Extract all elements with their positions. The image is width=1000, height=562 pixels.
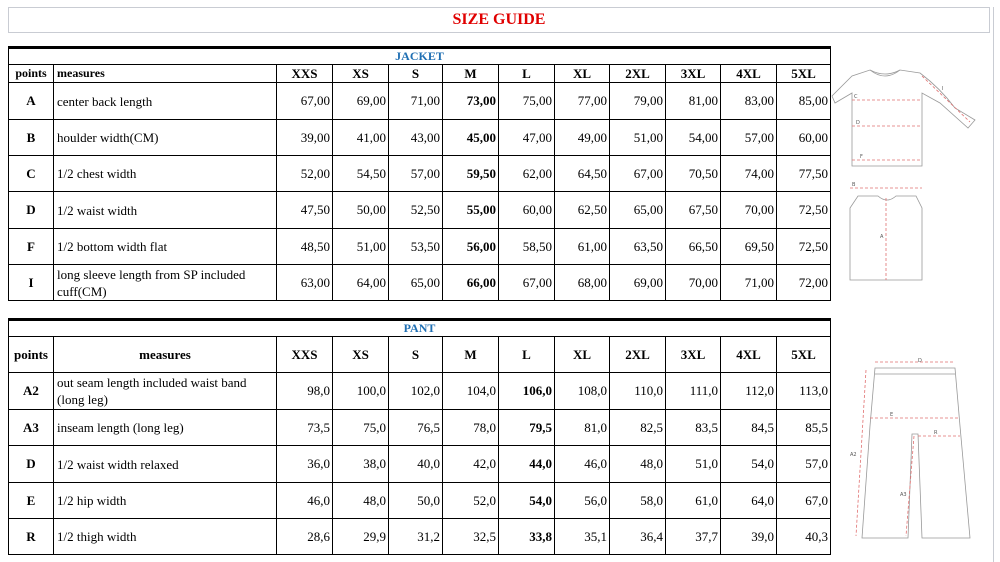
value-cell-xxs: 46,0	[277, 483, 333, 519]
value-cell-5xl: 60,00	[777, 120, 831, 156]
value-cell-5xl: 77,50	[777, 156, 831, 192]
value-cell-5xl: 67,0	[777, 483, 831, 519]
value-cell-m: 66,00	[443, 265, 499, 301]
measure-label: center back length	[54, 83, 277, 120]
value-cell-s: 102,0	[389, 373, 443, 410]
value-cell-m: 55,00	[443, 192, 499, 229]
frame-border	[993, 7, 994, 562]
jacket-measurement-diagram	[830, 48, 990, 308]
value-cell-3xl: 51,0	[666, 446, 721, 483]
size-header-xl: XL	[555, 337, 610, 373]
value-cell-xs: 48,0	[333, 483, 389, 519]
point-label: D	[9, 446, 54, 483]
size-header-xxs: XXS	[277, 337, 333, 373]
value-cell-xs: 51,00	[333, 229, 389, 265]
table-row	[9, 83, 831, 120]
table-row	[9, 519, 831, 555]
diagram-label-c: C	[854, 94, 858, 100]
value-cell-l: 79,5	[499, 410, 555, 446]
value-cell-4xl: 83,00	[721, 83, 777, 120]
value-cell-xxs: 98,0	[277, 373, 333, 410]
size-header-xs: XS	[333, 337, 389, 373]
value-cell-xs: 29,9	[333, 519, 389, 555]
value-cell-3xl: 37,7	[666, 519, 721, 555]
value-cell-m: 42,0	[443, 446, 499, 483]
value-cell-3xl: 54,00	[666, 120, 721, 156]
measures-header: measures	[54, 337, 277, 373]
page-title: SIZE GUIDE	[8, 7, 990, 33]
table-row	[9, 483, 831, 519]
size-header-3xl: 3XL	[666, 337, 721, 373]
value-cell-xl: 77,00	[555, 83, 610, 120]
value-cell-xl: 46,0	[555, 446, 610, 483]
point-label: A	[9, 83, 54, 120]
value-cell-m: 73,00	[443, 83, 499, 120]
measure-label: inseam length (long leg)	[54, 410, 277, 446]
value-cell-5xl: 57,0	[777, 446, 831, 483]
measure-label: 1/2 thigh width	[54, 519, 277, 555]
value-cell-xxs: 73,5	[277, 410, 333, 446]
value-cell-4xl: 39,0	[721, 519, 777, 555]
value-cell-xs: 38,0	[333, 446, 389, 483]
point-label: F	[9, 229, 54, 265]
value-cell-2xl: 67,00	[610, 156, 666, 192]
value-cell-xl: 61,00	[555, 229, 610, 265]
value-cell-4xl: 57,00	[721, 120, 777, 156]
size-header-l: L	[499, 65, 555, 83]
value-cell-m: 104,0	[443, 373, 499, 410]
value-cell-s: 50,0	[389, 483, 443, 519]
value-cell-4xl: 54,0	[721, 446, 777, 483]
value-cell-s: 31,2	[389, 519, 443, 555]
size-header-5xl: 5XL	[777, 337, 831, 373]
value-cell-l: 67,00	[499, 265, 555, 301]
value-cell-3xl: 70,00	[666, 265, 721, 301]
value-cell-m: 59,50	[443, 156, 499, 192]
pant-measurement-diagram	[830, 356, 990, 556]
jacket-section-title: JACKET	[9, 48, 831, 65]
value-cell-s: 65,00	[389, 265, 443, 301]
value-cell-2xl: 110,0	[610, 373, 666, 410]
value-cell-4xl: 71,00	[721, 265, 777, 301]
value-cell-xs: 54,50	[333, 156, 389, 192]
value-cell-3xl: 67,50	[666, 192, 721, 229]
value-cell-5xl: 85,00	[777, 83, 831, 120]
value-cell-xl: 81,0	[555, 410, 610, 446]
value-cell-2xl: 48,0	[610, 446, 666, 483]
value-cell-xxs: 36,0	[277, 446, 333, 483]
size-header-l: L	[499, 337, 555, 373]
measure-label: long sleeve length from SP included cuff(CM)	[54, 265, 277, 301]
size-header-s: S	[389, 65, 443, 83]
value-cell-xs: 100,0	[333, 373, 389, 410]
value-cell-3xl: 61,0	[666, 483, 721, 519]
size-header-2xl: 2XL	[610, 337, 666, 373]
value-cell-m: 32,5	[443, 519, 499, 555]
point-label: R	[9, 519, 54, 555]
value-cell-s: 53,50	[389, 229, 443, 265]
value-cell-xxs: 52,00	[277, 156, 333, 192]
table-row	[9, 192, 831, 229]
value-cell-m: 52,0	[443, 483, 499, 519]
value-cell-xxs: 47,50	[277, 192, 333, 229]
measure-label: 1/2 chest width	[54, 156, 277, 192]
size-header-2xl: 2XL	[610, 65, 666, 83]
value-cell-2xl: 58,0	[610, 483, 666, 519]
point-label: E	[9, 483, 54, 519]
value-cell-xxs: 63,00	[277, 265, 333, 301]
point-label: C	[9, 156, 54, 192]
size-header-xs: XS	[333, 65, 389, 83]
diagram-label-a3: A3	[900, 492, 907, 498]
diagram-label-a2: A2	[850, 452, 857, 458]
value-cell-2xl: 79,00	[610, 83, 666, 120]
value-cell-m: 56,00	[443, 229, 499, 265]
diagram-label-r: R	[934, 430, 938, 436]
pant-size-table	[8, 318, 831, 555]
value-cell-l: 54,0	[499, 483, 555, 519]
value-cell-xs: 50,00	[333, 192, 389, 229]
value-cell-xl: 108,0	[555, 373, 610, 410]
value-cell-5xl: 72,00	[777, 265, 831, 301]
measures-header: measures	[54, 65, 277, 83]
value-cell-5xl: 40,3	[777, 519, 831, 555]
table-row	[9, 265, 831, 301]
value-cell-l: 62,00	[499, 156, 555, 192]
diagram-label-e: E	[890, 412, 894, 418]
value-cell-xs: 64,00	[333, 265, 389, 301]
value-cell-5xl: 85,5	[777, 410, 831, 446]
size-header-m: M	[443, 65, 499, 83]
size-header-3xl: 3XL	[666, 65, 721, 83]
value-cell-3xl: 70,50	[666, 156, 721, 192]
value-cell-l: 33,8	[499, 519, 555, 555]
value-cell-4xl: 64,0	[721, 483, 777, 519]
value-cell-l: 60,00	[499, 192, 555, 229]
size-header-s: S	[389, 337, 443, 373]
value-cell-xxs: 67,00	[277, 83, 333, 120]
value-cell-5xl: 72,50	[777, 229, 831, 265]
value-cell-l: 106,0	[499, 373, 555, 410]
value-cell-3xl: 81,00	[666, 83, 721, 120]
value-cell-s: 40,0	[389, 446, 443, 483]
pant-section-title: PANT	[9, 320, 831, 337]
size-header-5xl: 5XL	[777, 65, 831, 83]
diagram-label-f: F	[860, 154, 863, 160]
value-cell-4xl: 74,00	[721, 156, 777, 192]
value-cell-xl: 68,00	[555, 265, 610, 301]
value-cell-l: 75,00	[499, 83, 555, 120]
point-label: A2	[9, 373, 54, 410]
value-cell-s: 71,00	[389, 83, 443, 120]
value-cell-2xl: 69,00	[610, 265, 666, 301]
value-cell-xl: 62,50	[555, 192, 610, 229]
value-cell-4xl: 112,0	[721, 373, 777, 410]
measure-label: 1/2 waist width relaxed	[54, 446, 277, 483]
table-row	[9, 120, 831, 156]
table-row	[9, 373, 831, 410]
value-cell-m: 45,00	[443, 120, 499, 156]
diagram-label-d: D	[856, 120, 860, 126]
size-header-m: M	[443, 337, 499, 373]
jacket-size-table	[8, 46, 831, 301]
value-cell-3xl: 66,50	[666, 229, 721, 265]
table-row	[9, 410, 831, 446]
diagram-label-d: D	[918, 358, 922, 364]
value-cell-xs: 41,00	[333, 120, 389, 156]
table-row	[9, 446, 831, 483]
point-label: D	[9, 192, 54, 229]
points-header: points	[9, 337, 54, 373]
point-label: B	[9, 120, 54, 156]
diagram-label-a: A	[880, 234, 884, 240]
value-cell-s: 57,00	[389, 156, 443, 192]
value-cell-3xl: 83,5	[666, 410, 721, 446]
table-row	[9, 229, 831, 265]
value-cell-5xl: 72,50	[777, 192, 831, 229]
diagram-label-i: I	[942, 86, 944, 92]
value-cell-xl: 64,50	[555, 156, 610, 192]
diagram-label-b: B	[852, 182, 856, 188]
value-cell-4xl: 84,5	[721, 410, 777, 446]
value-cell-xl: 49,00	[555, 120, 610, 156]
measure-label: 1/2 waist width	[54, 192, 277, 229]
value-cell-l: 44,0	[499, 446, 555, 483]
value-cell-m: 78,0	[443, 410, 499, 446]
size-header-xxs: XXS	[277, 65, 333, 83]
value-cell-s: 52,50	[389, 192, 443, 229]
value-cell-xxs: 39,00	[277, 120, 333, 156]
value-cell-2xl: 63,50	[610, 229, 666, 265]
measure-label: 1/2 hip width	[54, 483, 277, 519]
value-cell-s: 43,00	[389, 120, 443, 156]
value-cell-2xl: 51,00	[610, 120, 666, 156]
value-cell-s: 76,5	[389, 410, 443, 446]
value-cell-xs: 75,0	[333, 410, 389, 446]
size-header-4xl: 4XL	[721, 337, 777, 373]
measure-label: out seam length included waist band (long leg)	[54, 373, 277, 410]
value-cell-4xl: 69,50	[721, 229, 777, 265]
size-header-4xl: 4XL	[721, 65, 777, 83]
measure-label: 1/2 bottom width flat	[54, 229, 277, 265]
value-cell-2xl: 65,00	[610, 192, 666, 229]
value-cell-l: 47,00	[499, 120, 555, 156]
value-cell-3xl: 111,0	[666, 373, 721, 410]
value-cell-l: 58,50	[499, 229, 555, 265]
point-label: I	[9, 265, 54, 301]
value-cell-5xl: 113,0	[777, 373, 831, 410]
value-cell-2xl: 82,5	[610, 410, 666, 446]
size-header-xl: XL	[555, 65, 610, 83]
value-cell-xxs: 28,6	[277, 519, 333, 555]
value-cell-2xl: 36,4	[610, 519, 666, 555]
value-cell-xxs: 48,50	[277, 229, 333, 265]
point-label: A3	[9, 410, 54, 446]
value-cell-xs: 69,00	[333, 83, 389, 120]
value-cell-4xl: 70,00	[721, 192, 777, 229]
value-cell-xl: 56,0	[555, 483, 610, 519]
table-row	[9, 156, 831, 192]
points-header: points	[9, 65, 54, 83]
measure-label: houlder width(CM)	[54, 120, 277, 156]
value-cell-xl: 35,1	[555, 519, 610, 555]
